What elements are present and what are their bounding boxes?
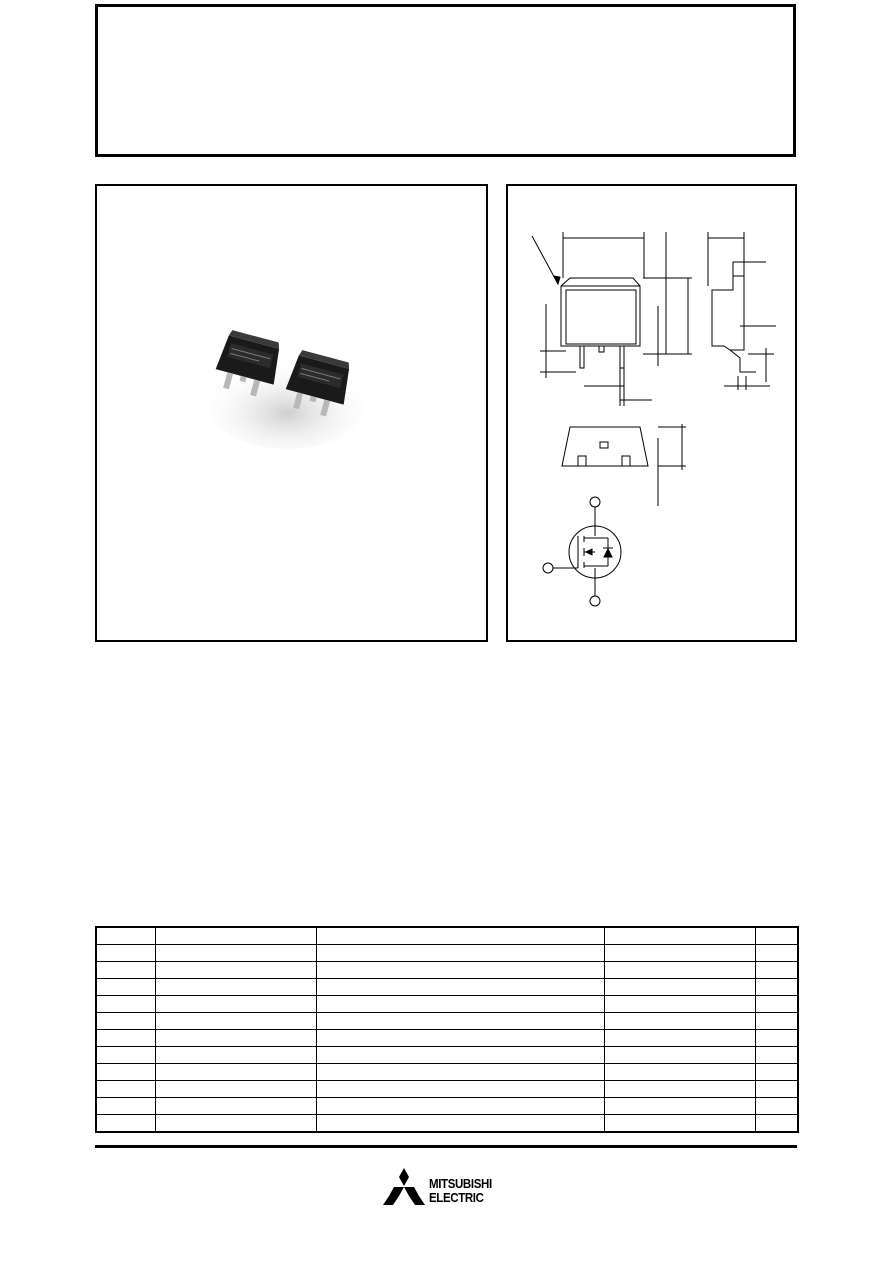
title-block xyxy=(95,4,796,157)
footer-divider xyxy=(95,1145,797,1148)
table-row xyxy=(96,996,798,1013)
table-row xyxy=(96,1013,798,1030)
table-row xyxy=(96,1081,798,1098)
three-diamonds-icon xyxy=(383,1168,425,1206)
logo-text-line2: ELECTRIC xyxy=(429,1191,484,1205)
table-row xyxy=(96,1064,798,1081)
outline-drawing xyxy=(508,186,795,640)
logo-text-line1: MITSUBISHI xyxy=(429,1177,492,1191)
mosfet-symbol xyxy=(543,497,621,606)
table-row xyxy=(96,1030,798,1047)
side-view xyxy=(708,232,776,390)
outline-drawing-panel xyxy=(506,184,797,642)
table-row xyxy=(96,1047,798,1064)
table-row xyxy=(96,1115,798,1133)
front-view xyxy=(562,424,686,506)
table-row xyxy=(96,962,798,979)
table-row xyxy=(96,1098,798,1115)
product-photo-panel xyxy=(95,184,488,642)
table-header-row xyxy=(96,927,798,945)
spec-table xyxy=(95,926,799,1133)
product-photo xyxy=(207,326,367,456)
mitsubishi-logo xyxy=(383,1168,513,1208)
table-row xyxy=(96,979,798,996)
table-row xyxy=(96,945,798,962)
top-view xyxy=(532,232,692,406)
